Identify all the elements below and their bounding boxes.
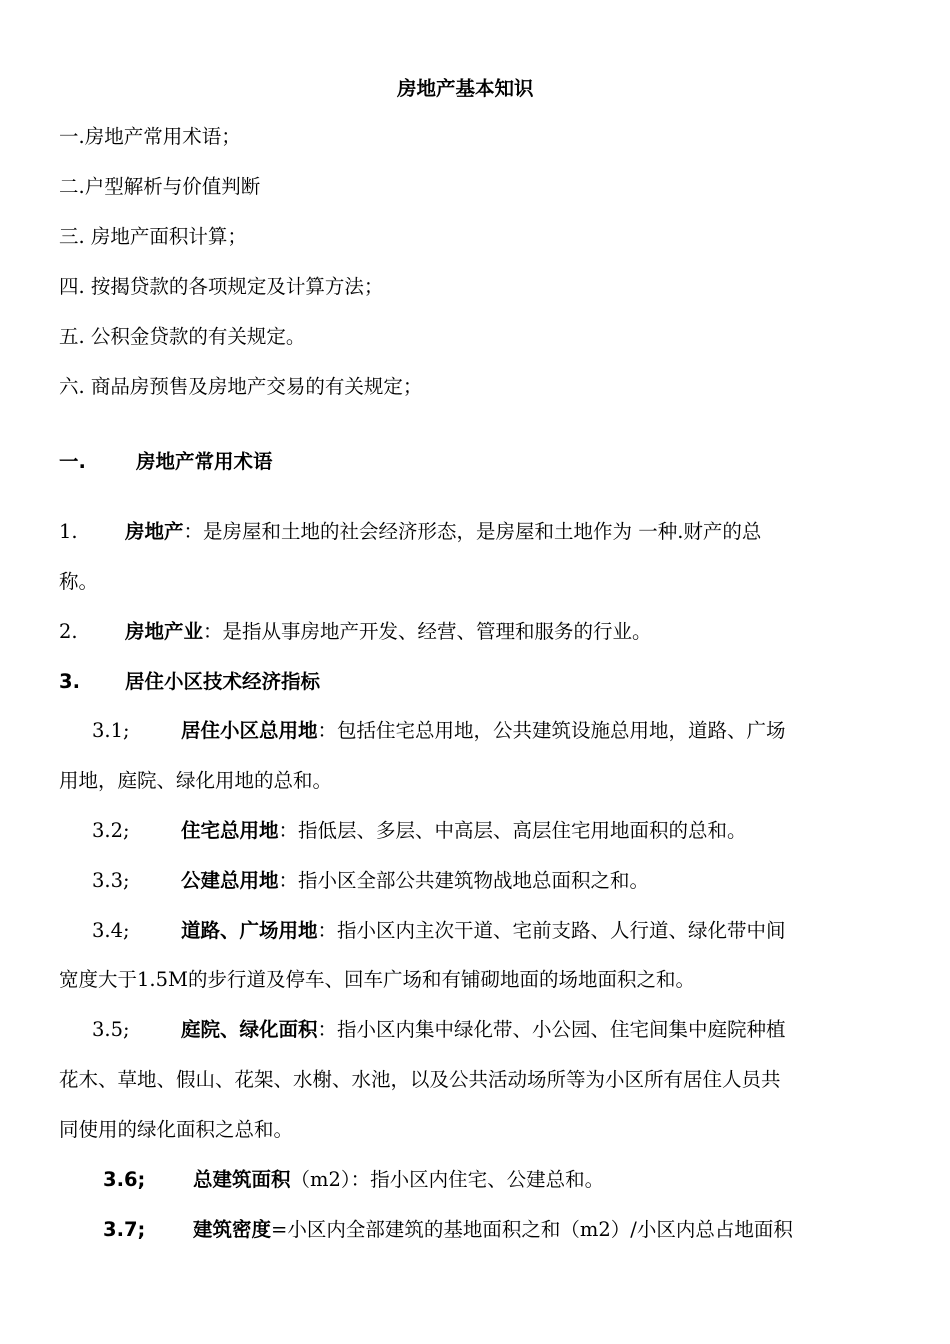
item-number: 2. bbox=[59, 620, 78, 643]
subitem-number: 3.5; bbox=[92, 1018, 130, 1041]
term: 庭院、绿化面积 bbox=[181, 1018, 318, 1041]
term: 房地产 bbox=[125, 520, 184, 543]
definition: =小区内全部建筑的基地面积之和（m2）/小区内总占地面积 bbox=[271, 1218, 793, 1241]
page-title: 房地产基本知识 bbox=[397, 77, 534, 100]
paragraph-continuation: 宽度大于1.5M的步行道及停车、回车广场和有铺砌地面的场地面积之和。 bbox=[59, 968, 695, 991]
toc-item-2: 二.户型解析与价值判断 bbox=[59, 175, 261, 198]
item-paragraph bbox=[125, 518, 761, 546]
subitem-number: 3.7; bbox=[103, 1218, 146, 1241]
item-number: 1. bbox=[59, 520, 78, 543]
toc-item-1: 一.房地产常用术语； bbox=[59, 125, 241, 148]
subitem-number: 3.1; bbox=[92, 719, 130, 742]
term: 总建筑面积 bbox=[193, 1168, 291, 1191]
definition: ：是房屋和土地的社会经济形态，是房屋和土地作为 一种.财产的总 bbox=[183, 520, 762, 543]
definition: ：指小区内集中绿化带、小公园、住宅间集中庭院种植 bbox=[317, 1018, 786, 1041]
toc-item-5: 五. 公积金贷款的有关规定。 bbox=[59, 325, 306, 348]
item-number: 3. bbox=[59, 670, 80, 693]
toc-item-3: 三. 房地产面积计算； bbox=[59, 225, 247, 248]
paragraph-continuation: 称。 bbox=[59, 570, 99, 593]
term: 道路、广场用地 bbox=[181, 919, 318, 942]
item-heading: 居住小区技术经济指标 bbox=[125, 670, 321, 693]
subitem-number: 3.3; bbox=[92, 869, 130, 892]
subitem-paragraph bbox=[181, 717, 786, 745]
term: 房地产业 bbox=[125, 620, 204, 643]
subitem-paragraph bbox=[181, 1016, 786, 1044]
subitem-paragraph bbox=[181, 817, 747, 845]
definition: ：指小区内主次干道、宅前支路、人行道、绿化带中间 bbox=[317, 919, 786, 942]
paragraph-continuation: 花木、草地、假山、花架、水榭、水池，以及公共活动场所等为小区所有居住人员共 bbox=[59, 1068, 781, 1091]
item-paragraph bbox=[125, 618, 652, 646]
definition: ：是指从事房地产开发、经营、管理和服务的行业。 bbox=[203, 620, 652, 643]
definition: ：指低层、多层、中高层、高层住宅用地面积的总和。 bbox=[278, 819, 747, 842]
toc-item-6: 六. 商品房预售及房地产交易的有关规定； bbox=[59, 375, 423, 398]
paragraph-continuation: 同使用的绿化面积之总和。 bbox=[59, 1118, 294, 1141]
subitem-paragraph bbox=[181, 867, 649, 895]
paragraph-continuation: 用地，庭院、绿化用地的总和。 bbox=[59, 769, 333, 792]
toc-item-4: 四. 按揭贷款的各项规定及计算方法； bbox=[59, 275, 384, 298]
subitem-number: 3.2; bbox=[92, 819, 130, 842]
term: 居住小区总用地 bbox=[181, 719, 318, 742]
subitem-number: 3.4; bbox=[92, 919, 130, 942]
term: 公建总用地 bbox=[181, 869, 279, 892]
subitem-number: 3.6; bbox=[103, 1168, 146, 1191]
section-heading: 房地产常用术语 bbox=[136, 450, 273, 473]
section-number: 一. bbox=[59, 450, 86, 473]
term: 住宅总用地 bbox=[181, 819, 279, 842]
definition: （m2）：指小区内住宅、公建总和。 bbox=[290, 1168, 605, 1191]
subitem-paragraph bbox=[181, 917, 786, 945]
subitem-paragraph bbox=[193, 1216, 793, 1244]
term: 建筑密度 bbox=[193, 1218, 272, 1241]
definition: ：指小区全部公共建筑物战地总面积之和。 bbox=[278, 869, 650, 892]
subitem-paragraph bbox=[193, 1166, 604, 1194]
definition: ：包括住宅总用地，公共建筑设施总用地，道路、广场 bbox=[317, 719, 786, 742]
